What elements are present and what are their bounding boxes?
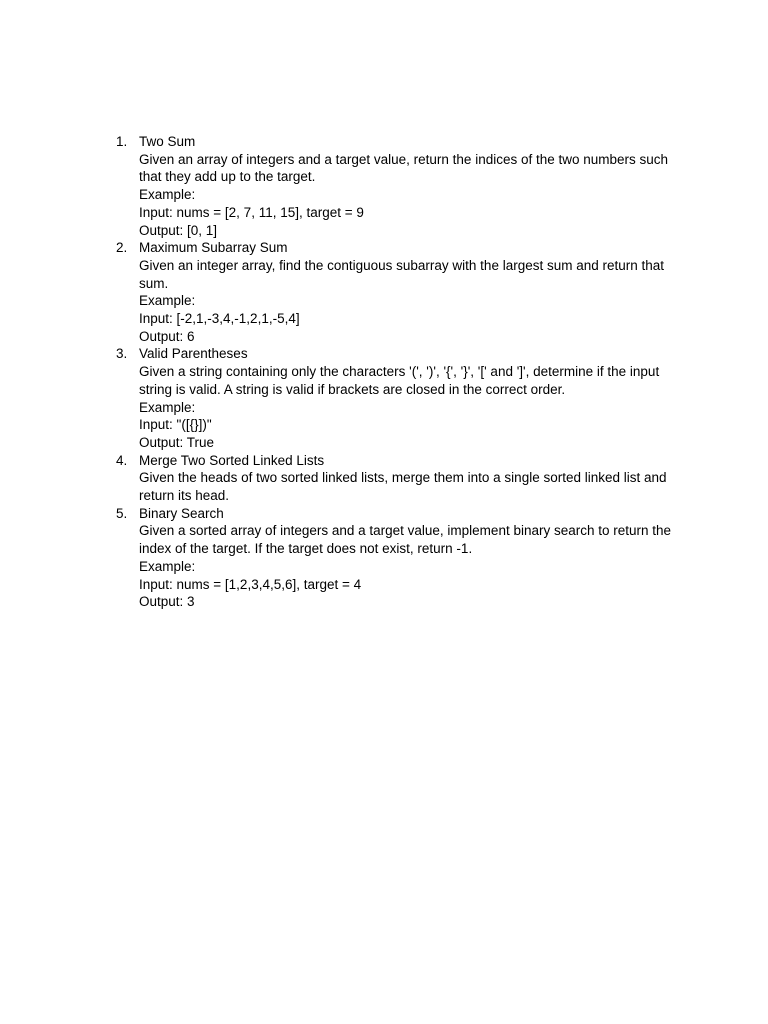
problem-description: Given an array of integers and a target value, return the indices of the two numbers such that they add up to the target. bbox=[139, 151, 669, 185]
example-output: Output: 6 bbox=[139, 328, 195, 344]
problem-title: Two Sum bbox=[139, 134, 196, 149]
example-input: Input: [-2,1,-3,4,-1,2,1,-5,4] bbox=[139, 311, 300, 327]
problem-list bbox=[0, 133, 768, 611]
example-output: Output: True bbox=[139, 434, 215, 450]
problem-item-valid-parentheses bbox=[0, 345, 768, 451]
problem-item-maximum-subarray-sum bbox=[0, 239, 768, 345]
problem-description: Given the heads of two sorted linked lists, merge them into a single sorted linked list and return its head. bbox=[139, 470, 667, 504]
example-label: Example: bbox=[139, 293, 196, 309]
problem-item-two-sum bbox=[0, 133, 768, 239]
document-page bbox=[0, 133, 768, 611]
example-label: Example: bbox=[139, 187, 196, 203]
problem-item-merge-two-sorted-linked-lists bbox=[0, 452, 768, 505]
problem-number: 5. bbox=[116, 505, 128, 521]
example-label: Example: bbox=[139, 558, 196, 574]
example-input: Input: "([{}])" bbox=[139, 417, 212, 433]
example-output: Output: 3 bbox=[139, 594, 195, 610]
problem-description: Given an integer array, find the contiguous subarray with the largest sum and return that sum. bbox=[139, 257, 665, 291]
example-input: Input: nums = [1,2,3,4,5,6], target = 4 bbox=[139, 576, 362, 592]
example-label: Example: bbox=[139, 399, 196, 415]
problem-item-binary-search bbox=[0, 505, 768, 611]
example-input: Input: nums = [2, 7, 11, 15], target = 9 bbox=[139, 204, 364, 220]
problem-title: Maximum Subarray Sum bbox=[139, 240, 288, 256]
problem-description: Given a sorted array of integers and a target value, implement binary search to return the index of the target. If the target does not exist, return -1. bbox=[139, 523, 672, 557]
problem-description: Given a string containing only the characters '(', ')', '{', '}', '[' and ']', determine if the input string is valid. A string is valid if brackets are closed in the correct order. bbox=[139, 364, 660, 397]
problem-title: Valid Parentheses bbox=[139, 346, 248, 362]
example-output: Output: [0, 1] bbox=[139, 222, 218, 238]
problem-title: Merge Two Sorted Linked Lists bbox=[139, 452, 325, 468]
problem-number: 4. bbox=[116, 452, 128, 468]
problem-number: 2. bbox=[116, 240, 128, 256]
problem-number: 3. bbox=[116, 346, 128, 362]
problem-title: Binary Search bbox=[139, 505, 224, 521]
problem-number: 1. bbox=[116, 134, 128, 149]
